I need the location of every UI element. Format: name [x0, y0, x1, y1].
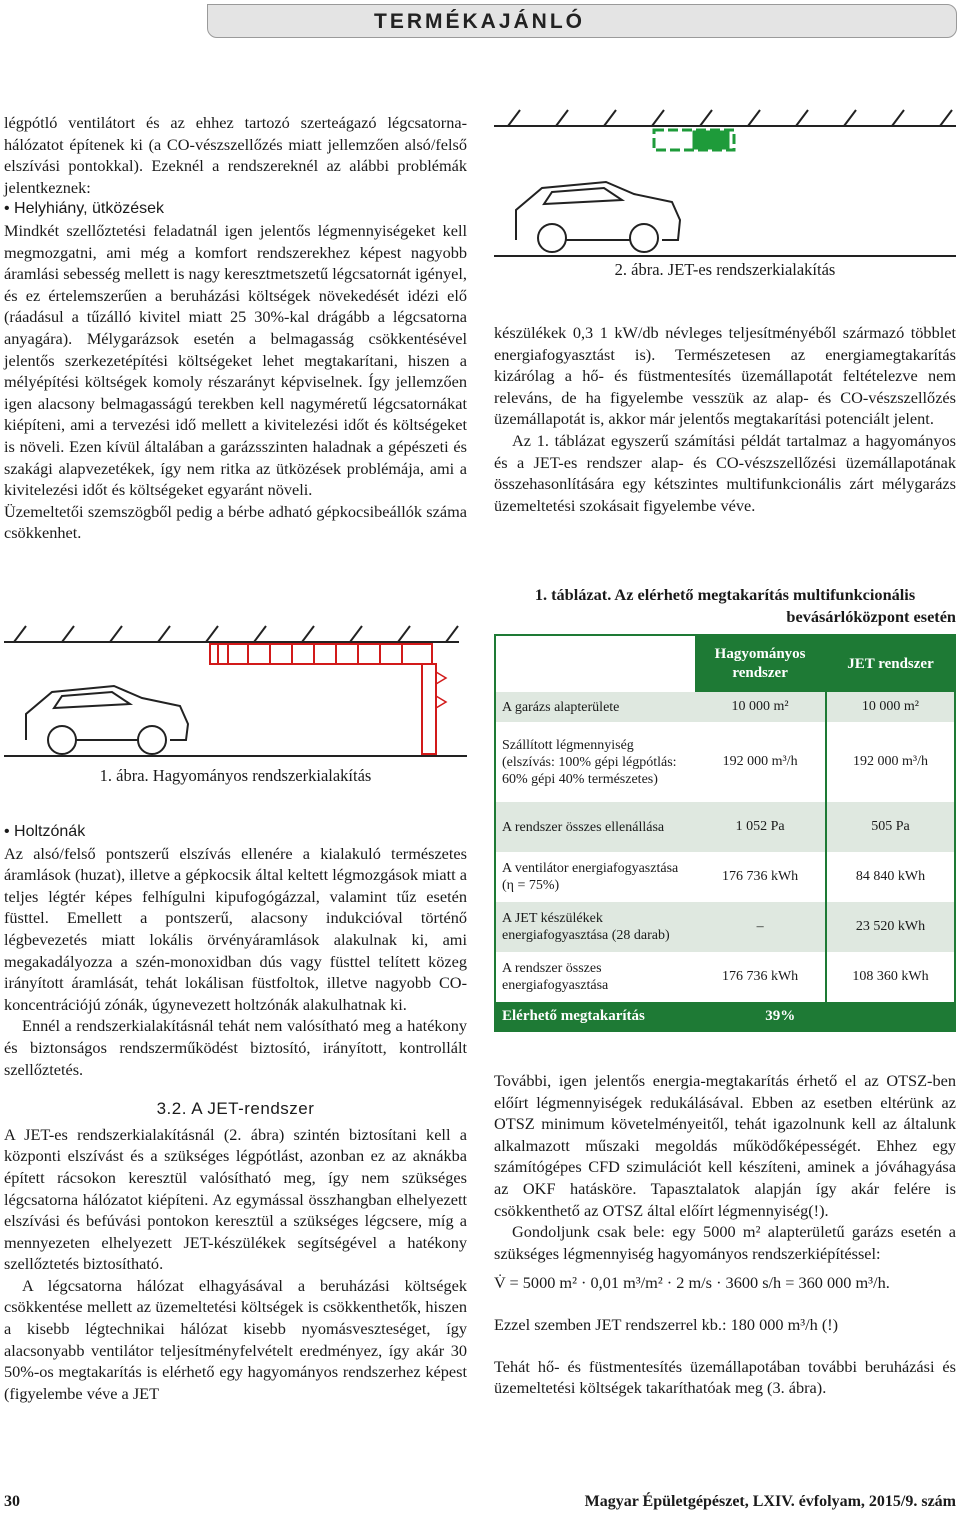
bullet-heading-holtzonak: • Holtzónák: [4, 823, 86, 840]
paragraph-jet-legmennyiseg: Ezzel szemben JET rendszerrel kb.: 180 000 m³/h (!): [494, 1314, 839, 1334]
table-cell-hagyomanyos: 176 736 kWh: [695, 952, 827, 1002]
table-footer-row: [496, 1002, 954, 1030]
table-row: [496, 722, 954, 802]
table-row: [496, 692, 954, 722]
table-footer-value: 39%: [695, 1002, 954, 1030]
right-column-bottom: [494, 1070, 956, 1399]
table-cell-jet: 192 000 m³/h: [827, 722, 954, 802]
right-column-top: [494, 322, 956, 516]
table-row: [496, 902, 954, 952]
table-cell-jet: 10 000 m²: [827, 692, 954, 722]
paragraph-tehat: Tehát hő- és füstmentesítés üzemállapotában további beruházási és üzemeltetési költségek takaríthatóak meg (3. ábra).: [494, 1356, 956, 1398]
table-cell-label: A garázs alapterülete: [496, 692, 695, 722]
duct-network: [210, 644, 446, 754]
table-header-hagyomanyos: Hagyományos rendszer: [695, 636, 827, 692]
header-title: TERMÉKAJÁNLÓ: [374, 10, 586, 33]
section-heading-jet: 3.2. A JET-rendszer: [156, 1099, 315, 1119]
table-row: [496, 802, 954, 852]
paragraph-tablazat-intro: Az 1. táblázat egyszerű számítási példát tartalmaz a hagyományos és a JET-es rendszer alap- és CO-vészszellőzési üzemállapotának összehasonlítására egy kétszintes multifunkcionális zárt mélygarázs üzemeltetési szokásait figyelembe véve.: [494, 430, 956, 515]
ceiling-hatching-2: [494, 110, 956, 126]
paragraph-uzemeltetoi: Üzemeltetői szemszögből pedig a bérbe adható gépkocsibeállók száma csökkenhet.: [4, 501, 467, 543]
table-cell-label: Szállított légmennyiség (elszívás: 100% gépi légpótlás: 60% gépi 40% természetes): [496, 722, 695, 802]
paragraph-gondoljunk: Gondoljunk csak bele: egy 5000 m² alapterületű garázs esetén a szükséges légmennyiség hagyományos rendszerkiépítéssel:: [494, 1222, 956, 1263]
table-header-empty: [496, 636, 695, 692]
table-caption: [494, 584, 956, 628]
figure-2-caption: 2. ábra. JET-es rendszerkialakítás: [614, 260, 836, 279]
table-cell-label: A rendszer összes energiafogyasztása: [496, 952, 695, 1002]
section-header: [207, 4, 957, 38]
intro-paragraph: légpótló ventilátort és az ehhez tartozó szerteágazó légcsatorna-hálózatot építenek ki (a CO-vészszellőzés miatt jellemzően alsó/felső elszívási pontokkal). Ezeknél a rendszereknél az alábbi problémák jelentkeznek:: [4, 113, 467, 197]
journal-name: Magyar Épületgépészet, LXIV. évfolyam, 2015/9. szám: [584, 1493, 956, 1510]
table-footer-label: Elérhető megtakarítás: [496, 1002, 695, 1030]
car-icon: [26, 686, 188, 754]
paragraph-rendszerkialakitas: Ennél a rendszerkialakításnál tehát nem valósítható meg a hatékony és biztonságos rendszerműködést biztosító, irányított, kontrollált szellőztetés.: [4, 1016, 467, 1079]
table-caption-line-1: 1. táblázat. Az elérhető megtakarítás multifunkcionális: [534, 585, 916, 604]
paragraph-holtzonak: Az alsó/felső pontszerű elszívás ellenére a kialakuló természetes áramlások (huzat), illetve a gépkocsik által keltett légmozgások miatt a teljes légtér képes felhígulni kipufogógázzal, valamint tűz esetén füsttel. Emellett a pontszerű, alacsony indukcióval történő légbevezetés miatt lokális örvényáramlások alakulnak ki, ami megakadályozza a szén-monoxidban dús vagy füsttel telített közeg irányított áramlását, tehát lokálisan füstfoltok, illetve nagyobb CO-koncentrációjú zónák, úgynevezett holtzónák alakulhatnak ki.: [4, 843, 467, 1014]
figure-1-diagram: [4, 612, 467, 762]
table-cell-label: A rendszer összes ellenállása: [496, 802, 695, 852]
table-row: [496, 952, 954, 1002]
paragraph-otsz: További, igen jelentős energia-megtakarítás érhető el az OTSZ-ben előírt légmennyiségek redukálásával. Ebben az esetben eltérünk az OTSZ minimum követelményeitől, tehát igazolnunk kell az általunk alkalmazott műszaki megoldás működőképességét. Ehhez egy számítógépes CFD szimulációt kell készíteni, aminek a jóváhagyása az OKF hatásköre. Tapasztalatok alapján így akár felére is csökkenthető az OTSZ által előírt légmennyiség(!).: [494, 1071, 956, 1220]
bullet-heading-helyhiany: • Helyhiány, ütközések: [4, 200, 165, 218]
savings-table: [494, 634, 956, 1032]
table-cell-jet: 505 Pa: [827, 802, 954, 852]
table-cell-hagyomanyos: –: [695, 902, 827, 952]
car-icon-2: [516, 182, 680, 252]
table-cell-jet: 23 520 kWh: [827, 902, 954, 952]
table-row: [496, 852, 954, 902]
table-caption-line-2: bevásárlóközpont esetén: [786, 607, 956, 626]
left-column-bottom: [4, 821, 467, 1404]
page-number: 30: [4, 1493, 20, 1510]
table-cell-label: A JET készülékek energiafogyasztása (28 darab): [496, 902, 695, 952]
paragraph-jet-rendszer: A JET-es rendszerkialakításnál (2. ábra) szintén biztosítani kell a központi elszívást és a szükséges légpótlást, azonban ez az aknákba épített rácsokon keresztül valósítható meg, így nem szükséges légcsatorna hálózatot kiépíteni. Az egymással összhangban elhelyezett elszívási és befúvási pontokon keresztül a szükséges légcsere, míg a mennyezeten elhelyezett JET-készülékek segítségével a hatékony szellőztetés biztosítható.: [4, 1124, 467, 1274]
formula: V̇ = 5000 m² · 0,01 m³/m² · 2 m/s · 3600 s/h = 360 000 m³/h.: [494, 1273, 890, 1293]
figure-1-caption: 1. ábra. Hagyományos rendszerkialakítás: [99, 766, 372, 785]
table-cell-hagyomanyos: 192 000 m³/h: [695, 722, 827, 802]
table-cell-jet: 84 840 kWh: [827, 852, 954, 902]
paragraph-legcsatorna: A légcsatorna hálózat elhagyásával a beruházási költségek csökkentése mellett az üzemeltetési költségek is csökkenthetők, hiszen a kisebb légtechnikai hálózat kisebb nyomásveszteséget, így alacsonyabb ventilátor teljesítményfelvételt eredményez, így akár 30 50%-os megtakarítás is elérhető egy hagyományos rendszerhez képest (figyelembe véve a JET: [4, 1275, 467, 1403]
left-column-top: [4, 112, 467, 544]
paragraph-helyhiany: Mindkét szellőztetési feladatnál igen jelentős légmennyiségeket kell megmozgatni, ami még a komfort rendszerekhez képest nagyobb áramlási sebesség mellett is nagy keresztmetszetű légcsatornát igényel, és ez értelemszerűen a beruházási költségek növekedését idézi elő (ráadásul a tűzálló kivitel miatt 25 30%-kal drágább a légcsatorna anyagára). Mélygarázsok esetén a belmagasság csökkentésével jelentős szerkezetépítési költségeket lehet megtakarítani, hiszen a mélyépítési költségek komoly részarányt képviselnek. Így jellemzően igen alacsony belmagasságú terekben kell nagyméretű légcsatornákat kiépíteni, ami a tervezési idő mellett a kivitelezési időt és költségeket is növeli. Ezen kívül általában a garázsszinten haladnak a gépészeti és szakági alapvezetékek, így nem ritka az ütközések problémája, ami a kivitelezési időt és költségeket egyaránt növeli.: [4, 220, 467, 500]
paragraph-keszulekek: készülékek 0,3 1 kW/db névleges teljesítményéből származó többlet energiafogyasztást is). Természetesen az energiamegtakarítás kizárólag a hő- és füstmentesítés üzemállapotát feltételezve nem releváns, de ha figyelembe vesszük az alap- és CO-vészszellőzés üzemállapotát is, akkor már jelentős megtakarítási potenciált jelent.: [494, 323, 956, 429]
table-cell-hagyomanyos: 1 052 Pa: [695, 802, 827, 852]
table-cell-label: A ventilátor energiafogyasztása (η = 75%): [496, 852, 695, 902]
jet-fan-icon: [654, 130, 734, 150]
ceiling-hatching: [4, 626, 459, 642]
table-cell-hagyomanyos: 176 736 kWh: [695, 852, 827, 902]
table-header-jet: JET rendszer: [827, 636, 954, 692]
table-cell-jet: 108 360 kWh: [827, 952, 954, 1002]
figure-2-diagram: [494, 108, 956, 260]
table-header-row: [496, 636, 954, 692]
table-cell-hagyomanyos: 10 000 m²: [695, 692, 827, 722]
